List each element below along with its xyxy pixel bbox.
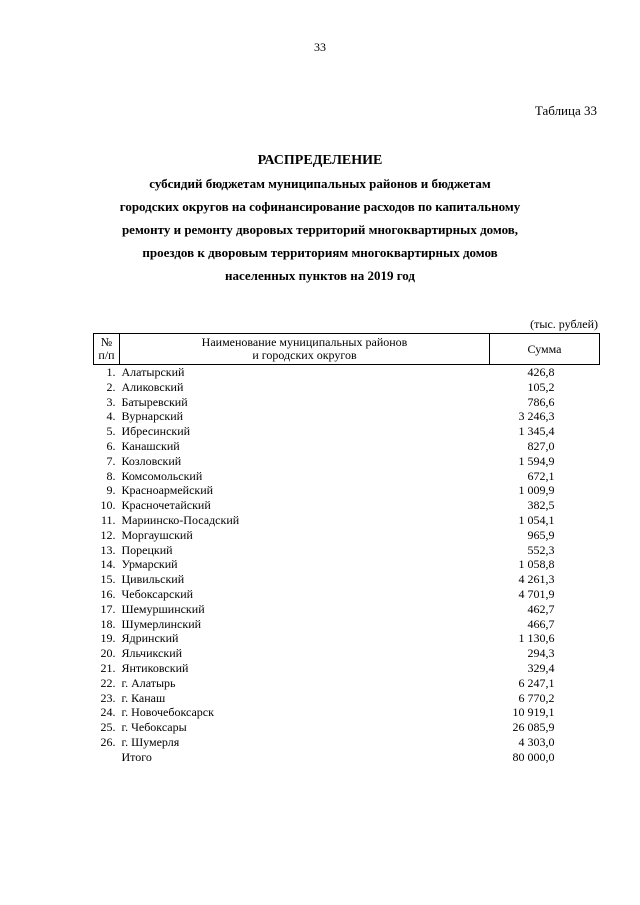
table-row [94, 587, 600, 602]
row-sum: 1 058,8 [518, 557, 555, 572]
row-name: Козловский [121, 453, 182, 468]
row-name: Алатырский [121, 365, 185, 379]
row-name: Красноармейский [121, 483, 214, 498]
table-body [94, 365, 600, 765]
table-row [94, 469, 600, 484]
row-sum: 294,3 [527, 646, 555, 661]
row-sum: 26 085,9 [512, 720, 555, 735]
table-row [94, 646, 600, 661]
row-number: 7. [106, 453, 116, 468]
total-sum: 80 000,0 [512, 749, 555, 764]
document-title [60, 149, 580, 287]
table-row [94, 439, 600, 454]
row-sum: 466,7 [527, 616, 555, 631]
header-name [120, 334, 490, 365]
table-row [94, 454, 600, 469]
row-number: 2. [106, 379, 116, 394]
row-number: 8. [106, 468, 116, 483]
row-number: 13. [100, 542, 116, 557]
header-sum: Сумма [490, 334, 600, 365]
row-number: 18. [100, 616, 116, 631]
total-label: Итого [121, 749, 152, 764]
table-row [94, 483, 600, 498]
distribution-table [93, 333, 600, 765]
row-sum: 462,7 [527, 601, 555, 616]
row-number: 6. [106, 438, 116, 453]
row-name: Порецкий [121, 542, 173, 557]
row-sum: 827,0 [527, 438, 555, 453]
row-number: 15. [100, 572, 116, 587]
row-number: 14. [100, 557, 116, 572]
row-sum: 4 261,3 [518, 572, 555, 587]
row-name: Вурнарский [121, 409, 184, 424]
total-row [94, 750, 600, 765]
row-name: Моргаушский [121, 527, 193, 542]
table-row [94, 395, 600, 410]
row-name: Янтиковский [121, 660, 189, 675]
row-name: Цивильский [121, 572, 185, 587]
title-line: субсидий бюджетам муниципальных районов и бюджетам [149, 176, 491, 191]
table-row [94, 602, 600, 617]
row-name: Урмарский [121, 557, 178, 572]
row-name: г. Чебоксары [121, 720, 187, 735]
row-number: 26. [100, 734, 116, 749]
table-row [94, 528, 600, 543]
total-number-cell [94, 750, 120, 765]
table-row [94, 720, 600, 735]
row-name: Ядринский [121, 631, 179, 646]
row-number: 19. [100, 631, 116, 646]
table-row [94, 661, 600, 676]
row-number: 23. [100, 690, 116, 705]
row-sum: 3 246,3 [518, 409, 555, 424]
row-number: 11. [100, 512, 116, 527]
table-row [94, 572, 600, 587]
row-sum: 329,4 [527, 660, 555, 675]
row-number: 10. [100, 498, 116, 513]
table-row [94, 631, 600, 646]
row-sum: 105,2 [527, 379, 555, 394]
units-label: (тыс. рублей) [530, 317, 598, 331]
row-name: г. Канаш [121, 690, 166, 705]
row-sum: 4 701,9 [518, 586, 555, 601]
header-name-line: Наименование муниципальных районов [201, 335, 408, 349]
title-line: населенных пунктов на 2019 год [224, 268, 416, 283]
row-sum: 10 919,1 [512, 705, 555, 720]
table-row [94, 409, 600, 424]
row-number: 9. [106, 483, 116, 498]
table-row [94, 735, 600, 750]
row-number: 22. [100, 675, 116, 690]
row-number: 3. [106, 394, 116, 409]
row-name: Ибресинский [121, 424, 191, 439]
header-number [94, 334, 120, 365]
row-number: 1. [106, 365, 116, 379]
row-number: 25. [100, 720, 116, 735]
row-sum: 552,3 [527, 542, 555, 557]
row-name: Канашский [121, 438, 180, 453]
table-row [94, 676, 600, 691]
table-row [94, 617, 600, 632]
row-sum: 1 009,9 [518, 483, 555, 498]
title-line: ремонту и ремонту дворовых территорий многоквартирных домов, [121, 222, 519, 237]
table-header-row [94, 334, 600, 365]
row-sum: 672,1 [527, 468, 555, 483]
row-sum: 786,6 [527, 394, 555, 409]
row-number: 5. [106, 424, 116, 439]
row-name: Мариинско-Посадский [121, 512, 240, 527]
title-heading: РАСПРЕДЕЛЕНИЕ [257, 153, 383, 168]
row-number: 21. [100, 660, 116, 675]
page-number: 33 [314, 40, 326, 54]
row-name: г. Новочебоксарск [121, 705, 214, 720]
row-number: 16. [100, 586, 116, 601]
row-name: Аликовский [121, 379, 184, 394]
table-row [94, 513, 600, 528]
row-name: Красночетайский [121, 498, 211, 513]
header-number-line: № [100, 335, 113, 349]
table-row [94, 705, 600, 720]
header-name-line: и городских округов [252, 348, 357, 362]
row-sum: 6 770,2 [518, 690, 555, 705]
row-number: 4. [106, 409, 116, 424]
table-row [94, 380, 600, 395]
row-sum: 6 247,1 [518, 675, 555, 690]
row-sum: 382,5 [527, 498, 555, 513]
row-name: Чебоксарский [121, 586, 194, 601]
header-number-line: п/п [98, 348, 115, 362]
row-sum: 426,8 [527, 365, 555, 379]
row-number: 17. [100, 601, 116, 616]
row-name: г. Алатырь [121, 675, 176, 690]
table-row [94, 557, 600, 572]
title-line: городских округов на софинансирование расходов по капитальному [119, 199, 521, 214]
table-row [94, 691, 600, 706]
row-name: Комсомольский [121, 468, 203, 483]
table-row [94, 498, 600, 513]
row-sum: 1 054,1 [518, 512, 555, 527]
row-sum: 1 345,4 [518, 424, 555, 439]
row-name: Шемуршинский [121, 601, 205, 616]
table-label: Таблица 33 [534, 103, 597, 118]
row-number: 20. [100, 646, 116, 661]
row-sum: 965,9 [527, 527, 555, 542]
table-row [94, 543, 600, 558]
row-number: 12. [100, 527, 116, 542]
row-sum: 1 130,6 [518, 631, 555, 646]
row-sum: 1 594,9 [518, 453, 555, 468]
row-name: г. Шумерля [121, 734, 180, 749]
row-number: 24. [100, 705, 116, 720]
row-sum: 4 303,0 [518, 734, 555, 749]
row-name: Батыревский [121, 394, 188, 409]
title-line: проездов к дворовым территориям многоквартирных домов [142, 245, 498, 260]
row-name: Яльчикский [121, 646, 183, 661]
table-row [94, 424, 600, 439]
table-row [94, 365, 600, 380]
row-name: Шумерлинский [121, 616, 202, 631]
